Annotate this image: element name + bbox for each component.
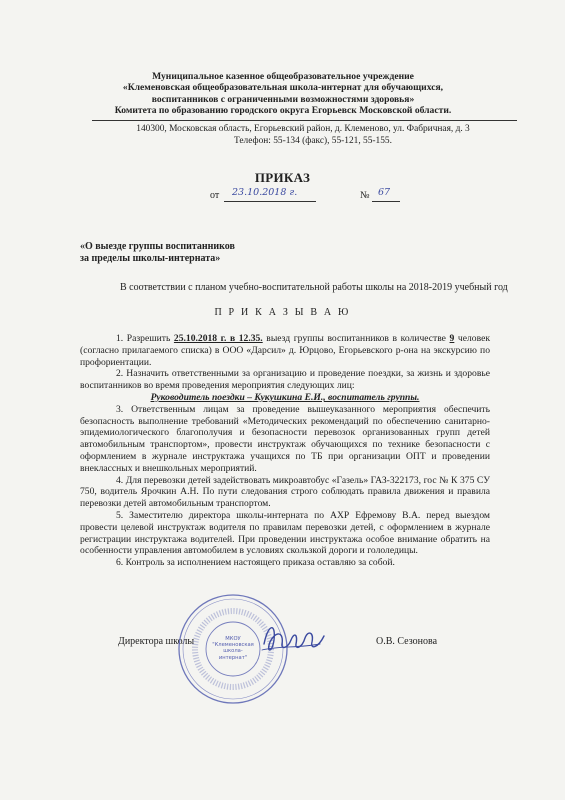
subject-line-1: «О выезде группы воспитанников	[80, 241, 235, 252]
date-value: 23.10.2018 г.	[232, 187, 298, 198]
item-2: 2. Назначить ответственными за организацию и проведение поездки, за жизнь и здоровье воспитанников во время проведения мероприятия следующих лиц:	[80, 368, 490, 392]
item-4: 4. Для перевозки детей задействовать микроавтобус «Газель» ГАЗ-322173, гос № К 375 СУ 750, водитель Ярочкин А.Н. По пути следования строго соблюдать правила движения и правила перевозки детей автомобильным транспортом.	[80, 474, 490, 510]
header-line-1: Муниципальное казенное общеобразовательное учреждение	[152, 71, 414, 82]
item-6: 6. Контроль за исполнением настоящего приказа оставляю за собой.	[116, 557, 395, 569]
stamp-line-1: МКОУ	[225, 636, 241, 642]
handwritten-signature-icon	[258, 618, 328, 660]
pupil-count: 9	[449, 333, 455, 344]
order-basis: В соответствии с планом учебно-воспитательной работы школы на 2018-2019 учебный год	[120, 282, 508, 293]
item-1	[80, 333, 490, 368]
item-5: 5. Заместителю директора школы-интерната по АХР Ефремову В.А. перед выездом провести целевой инструктаж водителя по правилам перевозки детей, с оформлением в журнале регистрации инструктажа водителей. При проведении инструктажа особое внимание обратить на особенности управления автомобилем в условиях скользкой дороги и гололедицы.	[80, 509, 490, 557]
stamp-line-2: "Клеменовская	[212, 642, 254, 649]
organization-header	[80, 71, 486, 117]
header-divider	[92, 120, 517, 121]
header-line-2: «Клеменовская общеобразовательная школа-интернат для обучающихся,	[122, 82, 444, 94]
item-1-text-c: человек (согласно прилагаемого списка) в ООО «Дарсил» д. Юрцово, Егорьевского р-она на экскурсию по профориентации.	[80, 333, 490, 368]
item-3: 3. Ответственным лицам за проведение вышеуказанного мероприятия обеспечить безопасность выполнение требований «Методических рекомендаций по обеспечению санитарно-эпидемиологического благополучия и безопасности перевозок организованных групп детей автомобильным транспортом», провести инструктаж обучающихся по технике безопасности с оформлением в журнале инструктажа учащихся по ТБ при организации ОПТ и проведении внеклассных и внешкольных мероприятий.	[80, 403, 490, 474]
signer-name: О.В. Сезонова	[376, 636, 438, 647]
address-line: 140300, Московская область, Егорьевский район, д. Клеменово, ул. Фабричная, д. 3	[136, 124, 470, 134]
number-label: №	[360, 190, 370, 201]
trip-leader: Руководитель поездки – Кукушкина Е.И., воспитатель группы.	[150, 391, 420, 403]
document-title: ПРИКАЗ	[254, 170, 311, 185]
subject-line-2: за пределы школы-интерната»	[80, 253, 221, 264]
item-1-text-b: выезд группы воспитанников в количестве	[262, 333, 450, 344]
signer-position: Директора школы	[118, 636, 195, 647]
phone-line: Телефон: 55-134 (факс), 55-121, 55-155.	[234, 135, 392, 146]
number-underline	[372, 201, 400, 202]
address-block	[80, 124, 486, 147]
order-word: П Р И К А З Ы В А Ю	[214, 307, 351, 318]
date-label: от	[210, 190, 220, 201]
item-1-text-a: 1. Разрешить	[116, 333, 174, 344]
header-line-3: воспитанников с ограниченными возможностями здоровья»	[151, 93, 415, 105]
header-line-4: Комитета по образованию городского округа Егорьевск Московской области.	[114, 105, 452, 117]
stamp-line-3: школа-	[223, 648, 243, 655]
order-body	[80, 333, 490, 569]
order-subject	[80, 241, 235, 265]
trip-datetime: 25.10.2018 г. в 12.35.	[173, 333, 263, 344]
stamp-line-4: интернат"	[218, 654, 248, 661]
stamp-center-text	[210, 636, 256, 661]
date-underline	[224, 201, 316, 202]
number-value: 67	[378, 187, 391, 198]
